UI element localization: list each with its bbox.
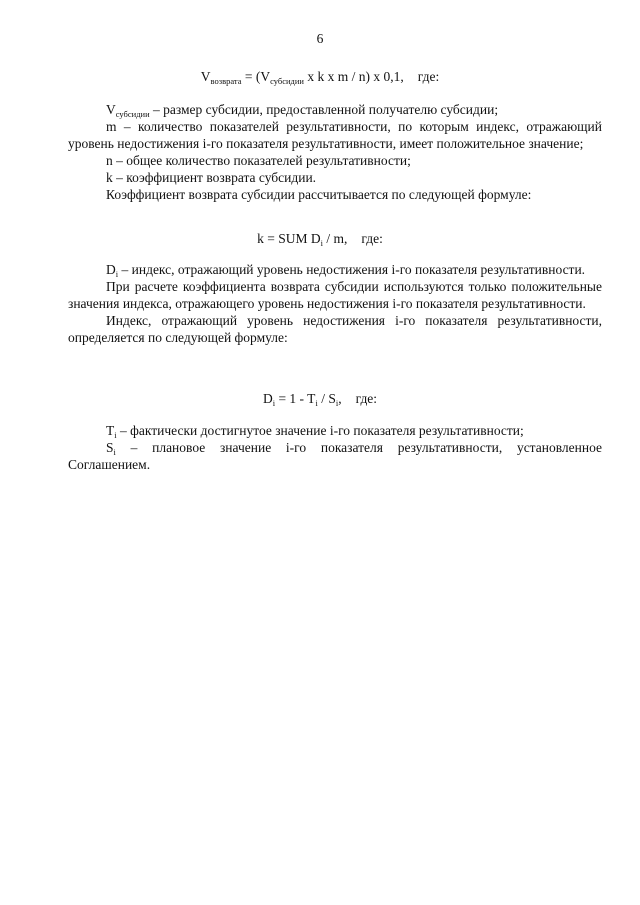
formula-end: , <box>338 391 342 406</box>
definitions-block-2 <box>68 261 602 346</box>
definition-text: – коэффициент возврата субсидии. <box>112 170 317 185</box>
definition-t <box>68 422 602 439</box>
note-positive-values: При расчете коэффициента возврата субсидии используются только положительные значения индекса, отражающего уровень недостижения i-го показателя результативности. <box>68 279 602 311</box>
page-number: 6 <box>316 31 324 46</box>
formula-coefficient <box>0 230 640 247</box>
definitions-block-3 <box>68 422 602 473</box>
definition-symbol: S <box>106 440 114 455</box>
formula-main: k = SUM D <box>257 231 321 246</box>
formula-where: где: <box>361 231 383 246</box>
formula-rest: / m, <box>323 231 348 246</box>
definition-symbol: k <box>106 170 113 185</box>
formula-index <box>0 390 640 407</box>
formula-lhs: V <box>200 69 211 84</box>
intro-coefficient: Коэффициент возврата субсидии рассчитывается по следующей формуле: <box>106 187 532 202</box>
definition-text: – количество показателей результативности, по которым индекс, отражающий уровень недостижения i-го показателя результативности, имеет положительное значение; <box>68 119 602 151</box>
definitions-block-1 <box>68 101 602 203</box>
definition-subscript: i <box>115 269 119 279</box>
formula-t-subscript: i <box>315 398 318 408</box>
formula-where: где: <box>417 69 440 84</box>
formula-slash: / S <box>317 391 336 406</box>
definition-text: – плановое значение i-го показателя результативности, установленное Соглашением. <box>68 440 602 472</box>
definition-subscript: i <box>114 430 117 440</box>
definition-n <box>68 152 602 169</box>
formula-inner-subscript: субсидии <box>270 76 304 86</box>
formula-where: где: <box>355 391 378 406</box>
definition-v-subsidy <box>68 101 602 118</box>
formula-rest: x k x m / n) x 0,1, <box>303 69 404 84</box>
definition-subscript: i <box>113 447 116 457</box>
formula-refund-volume <box>0 68 640 85</box>
definition-m <box>68 118 602 152</box>
formula-d-subscript: i <box>272 398 276 408</box>
formula-mid: = 1 - T <box>275 391 316 406</box>
definition-symbol: n <box>106 153 113 168</box>
intro-index: Индекс, отражающий уровень недостижения i-го показателя результативности, определяется по следующей формуле: <box>68 313 602 345</box>
definition-text: – индекс, отражающий уровень недостижения i-го показателя результативности. <box>118 262 586 277</box>
definition-text: – размер субсидии, предоставленной получателю субсидии; <box>149 102 499 117</box>
definition-symbol: D <box>106 262 116 277</box>
definition-k <box>68 169 602 186</box>
formula-d: D <box>262 391 273 406</box>
formula-lhs-subscript: возврата <box>210 76 242 86</box>
definition-text: – общее количество показателей результативности; <box>112 153 411 168</box>
definition-symbol: T <box>106 423 115 438</box>
formula-subscript: i <box>320 238 323 248</box>
definition-text: – фактически достигнутое значение i-го показателя результативности; <box>116 423 524 438</box>
definition-d-index <box>68 261 602 278</box>
definition-symbol: m <box>106 119 117 134</box>
definition-s <box>68 439 602 473</box>
definition-symbol: V <box>106 102 116 117</box>
definition-subscript: субсидии <box>115 109 150 119</box>
formula-s-subscript: i <box>335 398 339 408</box>
formula-eq-open: = (V <box>241 69 271 84</box>
